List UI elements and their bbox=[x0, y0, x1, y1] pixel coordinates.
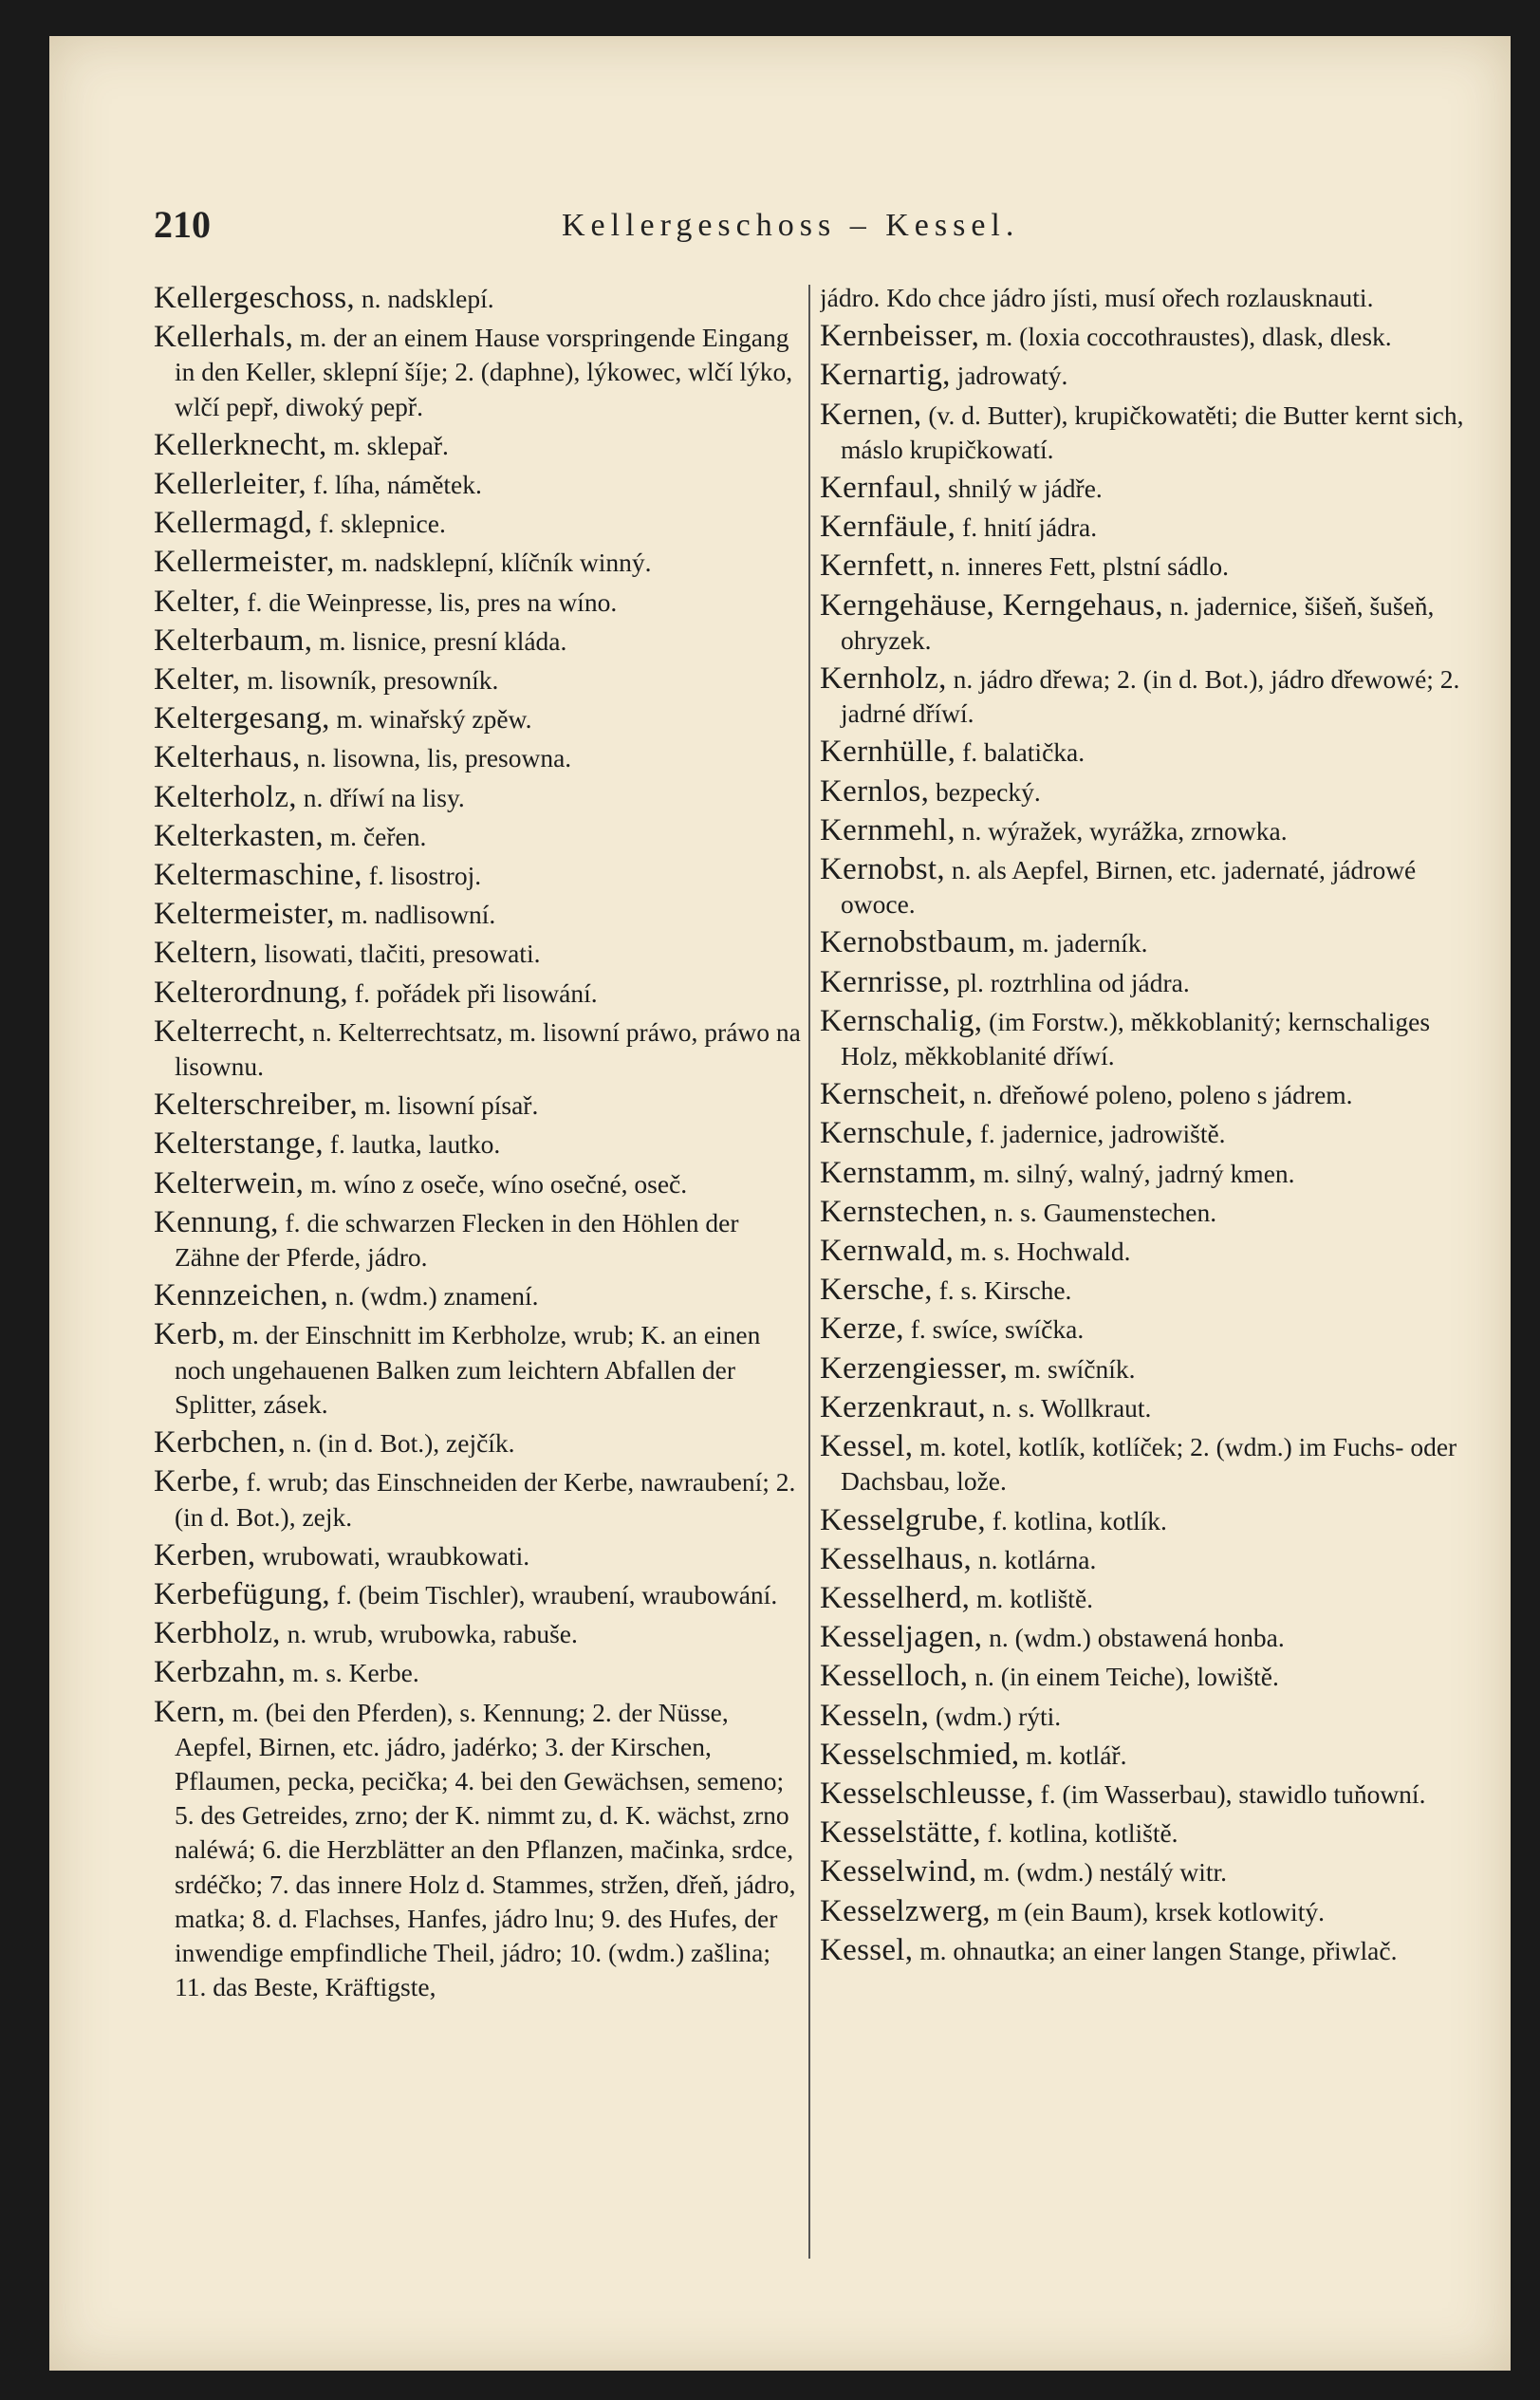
entry-headword: Keltern, bbox=[154, 936, 258, 971]
entry-definition: jádro. Kdo chce jádro jísti, musí ořech rozlausknauti. bbox=[820, 283, 1374, 312]
entry-headword: Kerzenkraut, bbox=[820, 1389, 986, 1424]
dictionary-entry bbox=[154, 1655, 801, 1690]
entry-headword: Kelterkasten, bbox=[154, 818, 324, 853]
dictionary-entry bbox=[154, 545, 801, 580]
entry-definition: n. (in d. Bot.), zejčík. bbox=[286, 1428, 515, 1459]
entry-definition: f. jadernice, jadrowiště. bbox=[973, 1119, 1226, 1149]
entry-definition: f. balatička. bbox=[956, 737, 1085, 768]
entry-headword: Kellermagd, bbox=[154, 506, 313, 541]
dictionary-entry bbox=[154, 740, 801, 775]
entry-definition: f. die Weinpresse, lis, pres na wíno. bbox=[240, 586, 618, 617]
entry-headword: Kerbzahn, bbox=[154, 1655, 287, 1690]
dictionary-entry bbox=[820, 925, 1465, 960]
entry-headword: Kennzeichen, bbox=[154, 1278, 329, 1313]
entry-definition: n. dřeňowé poleno, poleno s jádrem. bbox=[966, 1080, 1353, 1110]
dictionary-entry bbox=[154, 701, 801, 736]
dictionary-entry bbox=[820, 549, 1465, 584]
entry-headword: Kernrisse, bbox=[820, 964, 951, 999]
entry-definition: m. (bei den Pferden), s. Kennung; 2. der Nüsse, Aepfel, Birnen, etc. jádro, jadérko; 3. der Kirschen, Pflaumen, pecka, pecička; 4. bei den Gewächsen, semeno; 5. des Getreides, zrno; der K. nimmt zu, d. K. wächst, zrno naléwá; 6. die Herzblätter an den Pflanzen, mačinka, srdce, srdéčko; 7. das innere Holz d. Stammes, stržen, dřeň, jádro, matka; 8. d. Flachses, Hanfes, jádro lnu; 9. des Hufes, der inwendige empfindliche Theil, jádro; 10. (wdm.) zašlina; 11. das Beste, Kräftigste, bbox=[175, 1697, 796, 2002]
entry-headword: Kersche, bbox=[820, 1273, 933, 1308]
entry-definition: m. silný, walný, jadrný kmen. bbox=[976, 1158, 1295, 1188]
entry-headword: Kernhülle, bbox=[820, 735, 956, 770]
entry-headword: Kernfäule, bbox=[820, 510, 956, 545]
entry-definition: n. Kelterrechtsatz, m. lisowní práwo, práwo na lisownu. bbox=[175, 1016, 801, 1082]
entry-headword: Kesselloch, bbox=[820, 1659, 969, 1694]
dictionary-entry bbox=[820, 813, 1465, 848]
entry-definition: n. s. Wollkraut. bbox=[985, 1392, 1152, 1423]
entry-headword: Kelterschreiber, bbox=[154, 1088, 359, 1123]
entry-headword: Kernobstbaum, bbox=[820, 925, 1016, 960]
entry-headword: Kellerleiter, bbox=[154, 467, 307, 502]
entry-headword: Kelterstange, bbox=[154, 1126, 324, 1162]
dictionary-entry bbox=[820, 1077, 1465, 1112]
dictionary-entry bbox=[154, 1166, 801, 1201]
entry-headword: Kerbefügung, bbox=[154, 1576, 330, 1611]
entry-headword: Keltergesang, bbox=[154, 701, 330, 736]
dictionary-entry bbox=[820, 1429, 1465, 1498]
dictionary-entry bbox=[820, 1503, 1465, 1538]
entry-headword: Kelterrecht, bbox=[154, 1014, 306, 1049]
entry-headword: Kernobst, bbox=[820, 852, 945, 887]
dictionary-entry bbox=[820, 1854, 1465, 1889]
dictionary-entry bbox=[154, 1278, 801, 1313]
entry-definition: n. (wdm.) obstawená honba. bbox=[982, 1623, 1285, 1653]
entry-headword: Kelterordnung, bbox=[154, 975, 348, 1010]
entry-definition: f. (im Wasserbau), stawidlo tuňowní. bbox=[1033, 1778, 1426, 1809]
dictionary-entry bbox=[820, 735, 1465, 770]
entry-definition: f. s. Kirsche. bbox=[932, 1275, 1072, 1306]
dictionary-entry bbox=[820, 774, 1465, 809]
entry-definition: bezpecký. bbox=[929, 776, 1041, 807]
dictionary-entry bbox=[154, 1464, 801, 1534]
dictionary-entry bbox=[154, 662, 801, 698]
entry-definition: n. wýražek, wyrážka, zrnowka. bbox=[955, 815, 1288, 846]
entry-headword: Kennung, bbox=[154, 1204, 279, 1239]
entry-headword: Kesseljagen, bbox=[820, 1620, 983, 1655]
dictionary-entry bbox=[820, 1933, 1465, 1968]
dictionary-entry bbox=[820, 1234, 1465, 1269]
entry-definition: n. jadernice, šišeň, šušeň, ohryzek. bbox=[841, 590, 1435, 655]
entry-definition: f. wrub; das Einschneiden der Kerbe, nawraubení; 2. (in d. Bot.), zejk. bbox=[175, 1467, 796, 1532]
dictionary-entry bbox=[820, 1156, 1465, 1191]
dictionary-entry bbox=[820, 1581, 1465, 1616]
dictionary-entry bbox=[820, 852, 1465, 921]
entry-headword: Kesseln, bbox=[820, 1698, 930, 1733]
dictionary-entry bbox=[154, 281, 801, 316]
entry-headword: Kernschalig, bbox=[820, 1003, 983, 1038]
dictionary-entry bbox=[154, 936, 801, 971]
entry-definition: m. winařský zpěw. bbox=[329, 704, 532, 735]
entry-headword: Kellermeister, bbox=[154, 545, 335, 580]
entry-headword: Kelter, bbox=[154, 584, 241, 619]
entry-definition: n. jádro dřewa; 2. (in d. Bot.), jádro dřewowé; 2. jadrné dříwí. bbox=[841, 664, 1460, 729]
entry-headword: Kellerhals, bbox=[154, 320, 294, 355]
entry-definition: m. lisowní písař. bbox=[358, 1090, 539, 1121]
dictionary-entry bbox=[820, 1699, 1465, 1734]
dictionary-entry bbox=[820, 1659, 1465, 1694]
dictionary-entry bbox=[154, 858, 801, 893]
entry-definition: n. dříwí na lisy. bbox=[296, 782, 465, 812]
entry-definition: m. kotlář. bbox=[1019, 1740, 1127, 1770]
entry-definition: m. kotliště. bbox=[970, 1583, 1094, 1613]
dictionary-entry bbox=[820, 281, 1465, 315]
entry-headword: Kesselhaus, bbox=[820, 1541, 973, 1576]
dictionary-entry bbox=[154, 1425, 801, 1460]
entry-definition: f. pořádek při lisowání. bbox=[347, 977, 598, 1008]
entry-definition: m (ein Baum), krsek kotlowitý. bbox=[990, 1896, 1325, 1926]
entry-headword: Kesselherd, bbox=[820, 1580, 971, 1615]
entry-headword: Kernschule, bbox=[820, 1116, 974, 1151]
entry-headword: Kesselschmied, bbox=[820, 1737, 1020, 1772]
dictionary-entry bbox=[820, 1542, 1465, 1577]
entry-definition: pl. roztrhlina od jádra. bbox=[950, 967, 1190, 997]
dictionary-entry bbox=[154, 976, 801, 1011]
entry-definition: (v. d. Butter), krupičkowatěti; die Butter kernt sich, máslo krupičkowatí. bbox=[841, 400, 1464, 464]
entry-definition: f. hnití jádra. bbox=[956, 512, 1098, 543]
entry-definition: shnilý w jádře. bbox=[941, 474, 1103, 504]
dictionary-entry bbox=[154, 1695, 801, 2005]
entry-definition: n. (in einem Teiche), lowiště. bbox=[968, 1662, 1279, 1692]
entry-headword: Kern, bbox=[154, 1694, 226, 1729]
entry-definition: f. líha, námětek. bbox=[306, 470, 482, 500]
page-number: 210 bbox=[154, 203, 211, 246]
dictionary-entry bbox=[820, 1894, 1465, 1929]
dictionary-entry bbox=[820, 1738, 1465, 1773]
entry-definition: f. die schwarzen Flecken in den Höhlen der Zähne der Pferde, jádro. bbox=[175, 1207, 739, 1273]
entry-definition: f. sklepnice. bbox=[312, 509, 446, 539]
entry-definition: lisowati, tlačiti, presowati. bbox=[257, 939, 541, 969]
left-column bbox=[154, 281, 801, 2255]
entry-definition: wrubowati, wraubkowati. bbox=[255, 1540, 530, 1571]
entry-definition: f. kotlina, kotlík. bbox=[985, 1505, 1167, 1535]
dictionary-entry bbox=[820, 319, 1465, 354]
dictionary-entry bbox=[820, 965, 1465, 1000]
entry-headword: Kesselzwerg, bbox=[820, 1893, 991, 1928]
entry-definition: m. lisnice, presní kláda. bbox=[312, 625, 567, 656]
entry-definition: f. kotlina, kotliště. bbox=[980, 1818, 1178, 1849]
entry-definition: n. wrub, wrubowka, rabuše. bbox=[280, 1619, 578, 1649]
dictionary-entry bbox=[820, 1777, 1465, 1812]
entry-headword: Kesselwind, bbox=[820, 1854, 977, 1889]
entry-definition: m. nadsklepní, klíčník winný. bbox=[334, 548, 652, 578]
entry-headword: Kesselstätte, bbox=[820, 1815, 981, 1851]
entry-headword: Kerze, bbox=[820, 1312, 904, 1347]
running-head: Kellergeschoss – Kessel. bbox=[562, 208, 1020, 243]
dictionary-entry bbox=[820, 1004, 1465, 1073]
entry-definition: m. der an einem Hause vorspringende Eingang in den Keller, sklepní šíje; 2. (daphne), lýkowec, wlčí lýko, wlčí pepř, diwoký pepř. bbox=[175, 323, 793, 421]
dictionary-entry bbox=[820, 1815, 1465, 1851]
dictionary-entry bbox=[154, 428, 801, 463]
entry-headword: Kellerknecht, bbox=[154, 427, 327, 462]
entry-definition: m. sklepař. bbox=[326, 430, 449, 460]
dictionary-entry bbox=[154, 467, 801, 502]
entry-headword: Kernlos, bbox=[820, 773, 930, 809]
dictionary-entry bbox=[820, 1312, 1465, 1347]
entry-headword: Kesselgrube, bbox=[820, 1502, 986, 1537]
entry-definition: m. (loxia coccothraustes), dlask, dlesk. bbox=[979, 322, 1392, 352]
entry-headword: Kessel, bbox=[820, 1429, 914, 1464]
entry-definition: jadrowatý. bbox=[950, 361, 1068, 391]
entry-headword: Kelterwein, bbox=[154, 1165, 305, 1200]
entry-definition: n. s. Gaumenstechen. bbox=[987, 1197, 1217, 1227]
entry-headword: Kesselschleusse, bbox=[820, 1776, 1034, 1811]
entry-headword: Keltermaschine, bbox=[154, 858, 362, 893]
entry-definition: f. swíce, swíčka. bbox=[903, 1314, 1085, 1345]
dictionary-entry bbox=[154, 819, 801, 854]
dictionary-entry bbox=[154, 897, 801, 932]
entry-definition: m. wíno z oseče, wíno osečné, oseč. bbox=[304, 1168, 688, 1199]
entry-headword: Kelterbaum, bbox=[154, 623, 313, 658]
entry-definition: m. ohnautka; an einer langen Stange, přiwlač. bbox=[913, 1935, 1398, 1965]
entry-definition: n. inneres Fett, plstní sádlo. bbox=[934, 551, 1230, 582]
entry-definition: n. nadsklepí. bbox=[354, 284, 494, 313]
dictionary-entry bbox=[154, 623, 801, 659]
dictionary-entry bbox=[154, 1205, 801, 1274]
entry-headword: Kernbeisser, bbox=[820, 319, 980, 354]
entry-definition: f. (beim Tischler), wraubení, wraubowání. bbox=[329, 1579, 778, 1609]
dictionary-entry bbox=[154, 1616, 801, 1651]
dictionary-entry bbox=[154, 1538, 801, 1573]
dictionary-entry bbox=[820, 1195, 1465, 1230]
entry-definition: m. s. Hochwald. bbox=[954, 1237, 1131, 1267]
dictionary-entry bbox=[154, 780, 801, 815]
entry-headword: Kernscheit, bbox=[820, 1077, 967, 1112]
page-header bbox=[154, 202, 1501, 259]
entry-definition: f. lisostroj. bbox=[362, 861, 482, 891]
entry-definition: (wdm.) rýti. bbox=[929, 1701, 1062, 1731]
entry-headword: Kerben, bbox=[154, 1537, 256, 1572]
dictionary-page bbox=[49, 36, 1511, 2371]
dictionary-entry bbox=[154, 585, 801, 620]
dictionary-entry bbox=[154, 1317, 801, 1422]
entry-headword: Kessel, bbox=[820, 1932, 914, 1967]
entry-definition: m. der Einschnitt im Kerbholze, wrub; K. an einen noch ungehauenen Balken zum leichtern Abfallen der Splitter, zásek. bbox=[175, 1320, 761, 1419]
dictionary-entry bbox=[820, 1273, 1465, 1308]
dictionary-entry bbox=[820, 661, 1465, 731]
entry-definition: n. kotlárna. bbox=[972, 1544, 1097, 1574]
entry-definition: m. s. Kerbe. bbox=[286, 1658, 419, 1688]
entry-definition: n. lisowna, lis, presowna. bbox=[300, 743, 572, 773]
entry-headword: Kernwald, bbox=[820, 1234, 955, 1269]
entry-headword: Kellergeschoss, bbox=[154, 281, 355, 315]
dictionary-entry bbox=[154, 320, 801, 424]
entry-headword: Kernfett, bbox=[820, 549, 935, 584]
entry-definition: m. lisowník, presowník. bbox=[240, 665, 499, 696]
entry-headword: Kernen, bbox=[820, 397, 922, 432]
entry-headword: Kelterhaus, bbox=[154, 740, 301, 775]
entry-definition: (im Forstw.), měkkoblanitý; kernschaliges Holz, měkkoblanité dříwí. bbox=[841, 1006, 1431, 1071]
entry-definition: m. čeřen. bbox=[323, 821, 427, 851]
dictionary-entry bbox=[154, 1088, 801, 1123]
entry-headword: Kelterholz, bbox=[154, 779, 297, 814]
dictionary-entry bbox=[820, 1351, 1465, 1386]
dictionary-entry bbox=[820, 1390, 1465, 1425]
entry-headword: Kernholz, bbox=[820, 661, 947, 697]
column-divider bbox=[808, 285, 810, 2259]
dictionary-entry bbox=[820, 588, 1465, 658]
entry-headword: Kerngehäuse, Kerngehaus, bbox=[820, 587, 1163, 623]
dictionary-entry bbox=[154, 1577, 801, 1612]
dictionary-entry bbox=[820, 1116, 1465, 1151]
entry-headword: Keltermeister, bbox=[154, 897, 335, 932]
entry-headword: Kerzengiesser, bbox=[820, 1350, 1009, 1386]
right-column bbox=[820, 281, 1465, 2255]
entry-headword: Kerbe, bbox=[154, 1464, 240, 1499]
entry-definition: m. jaderník. bbox=[1015, 928, 1148, 958]
dictionary-entry bbox=[154, 1126, 801, 1162]
entry-headword: Kerbchen, bbox=[154, 1425, 287, 1460]
entry-headword: Kernfaul, bbox=[820, 471, 942, 506]
dictionary-entry bbox=[820, 510, 1465, 545]
entry-definition: m. kotel, kotlík, kotlíček; 2. (wdm.) im Fuchs- oder Dachsbau, lože. bbox=[841, 1432, 1457, 1497]
dictionary-entry bbox=[154, 1014, 801, 1084]
entry-headword: Kelter, bbox=[154, 662, 241, 698]
dictionary-entry bbox=[820, 471, 1465, 506]
entry-definition: n. als Aepfel, Birnen, etc. jadernaté, jádrowé owoce. bbox=[841, 855, 1417, 920]
entry-definition: f. lautka, lautko. bbox=[323, 1129, 501, 1160]
entry-definition: n. (wdm.) znamení. bbox=[328, 1281, 539, 1312]
dictionary-entry bbox=[820, 398, 1465, 467]
entry-definition: m. nadlisowní. bbox=[334, 900, 496, 930]
dictionary-entry bbox=[820, 358, 1465, 393]
entry-headword: Kernmehl, bbox=[820, 812, 956, 847]
dictionary-entry bbox=[820, 1620, 1465, 1655]
entry-headword: Kernstamm, bbox=[820, 1155, 977, 1190]
entry-definition: m. (wdm.) nestálý witr. bbox=[976, 1857, 1228, 1888]
entry-headword: Kerb, bbox=[154, 1317, 226, 1352]
entry-headword: Kernstechen, bbox=[820, 1194, 988, 1229]
dictionary-entry bbox=[154, 506, 801, 541]
entry-definition: m. swíčník. bbox=[1008, 1353, 1136, 1384]
entry-headword: Kernartig, bbox=[820, 358, 951, 393]
entry-headword: Kerbholz, bbox=[154, 1616, 281, 1651]
